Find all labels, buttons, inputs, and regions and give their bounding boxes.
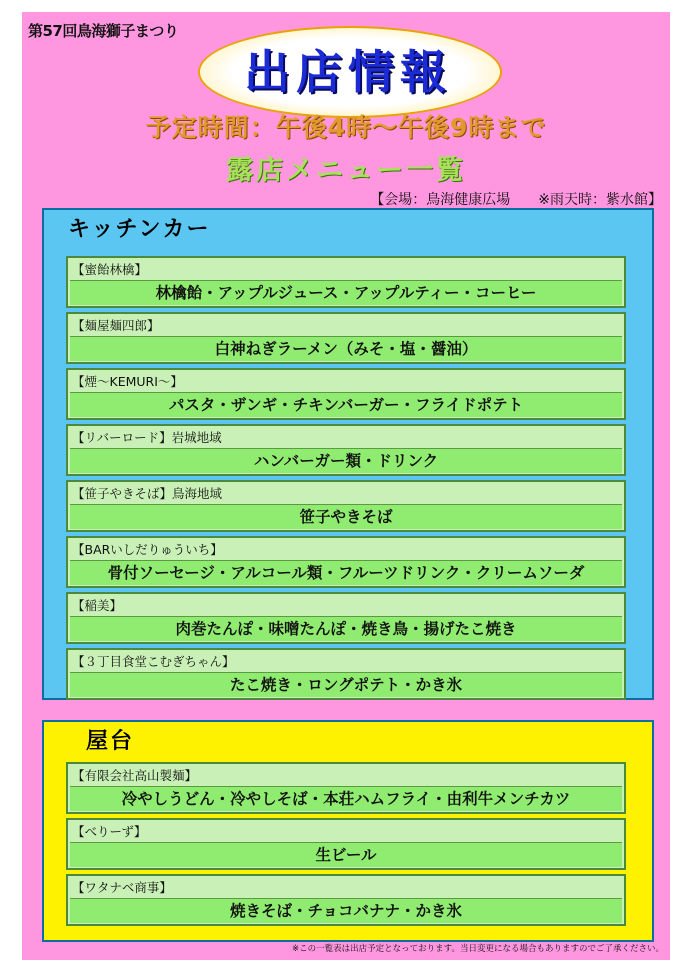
vendor-name: 【ワタナベ商事】: [72, 880, 172, 895]
vendor-menu: 生ビール: [70, 842, 622, 867]
vendor-menu: 林檎飴・アップルジュース・アップルティー・コーヒー: [70, 280, 622, 305]
page-title: 出店情報: [244, 45, 452, 99]
vendor-name: 【麺屋麺四郎】: [72, 318, 160, 333]
vendor-entry: [66, 648, 626, 700]
vendor-entry: [66, 592, 626, 644]
vendor-entry: [66, 424, 626, 476]
vendor-menu: ハンバーガー類・ドリンク: [70, 448, 622, 473]
vendor-name: 【稲美】: [72, 598, 123, 613]
vendor-name: 【リバーロード】岩城地域: [72, 430, 222, 445]
festival-name: 第57回鳥海獅子まつり: [28, 22, 179, 40]
vendor-entry: [66, 874, 626, 926]
schedule-time: 予定時間：午後4時～午後9時まで: [145, 113, 547, 142]
flyer-page: [22, 12, 670, 960]
vendor-entry: [66, 480, 626, 532]
vendor-menu: たこ焼き・ロングポテト・かき氷: [70, 672, 622, 697]
vendor-entry: [66, 312, 626, 364]
venue-info: 【会場：鳥海健康広場 ※雨天時：紫水館】: [370, 192, 662, 208]
vendor-menu: 骨付ソーセージ・アルコール類・フルーツドリンク・クリームソーダ: [70, 560, 622, 585]
yatai-section: [42, 720, 654, 942]
vendor-menu: 笹子やきそば: [70, 504, 622, 529]
yatai-title: 屋台: [86, 729, 135, 754]
vendor-name: 【有限会社高山製麺】: [72, 768, 198, 783]
vendor-entry: [66, 256, 626, 308]
vendor-name: 【笹子やきそば】鳥海地域: [72, 486, 223, 501]
vendor-entry: [66, 818, 626, 870]
vendor-menu: 焼きそば・チョコバナナ・かき氷: [70, 898, 622, 923]
vendor-menu: 冷やしうどん・冷やしそば・本荘ハムフライ・由利牛メンチカツ: [70, 786, 622, 811]
vendor-entry: [66, 368, 626, 420]
kitchen-car-section: [42, 208, 654, 700]
vendor-name: 【３丁目食堂こむぎちゃん】: [72, 654, 235, 669]
vendor-name: 【BARいしだりゅういち】: [72, 542, 223, 557]
vendor-entry: [66, 536, 626, 588]
vendor-menu: 白神ねぎラーメン（みそ・塩・醤油）: [70, 336, 622, 361]
vendor-entry: [66, 762, 626, 814]
vendor-menu: 肉巻たんぽ・味噌たんぽ・焼き鳥・揚げたこ焼き: [70, 616, 622, 641]
vendor-name: 【蜜飴林檎】: [72, 262, 148, 277]
menu-subtitle: 露店メニュー一覧: [226, 155, 466, 186]
vendor-name: 【べりーず】: [72, 824, 147, 839]
vendor-menu: パスタ・ザンギ・チキンバーガー・フライドポテト: [70, 392, 622, 417]
kitchen-car-title: キッチンカー: [68, 217, 211, 242]
vendor-name: 【煙～KEMURI～】: [72, 374, 183, 389]
disclaimer-note: ※この一覧表は出店予定となっております。当日変更になる場合もありますのでご了承ください。: [292, 944, 664, 954]
